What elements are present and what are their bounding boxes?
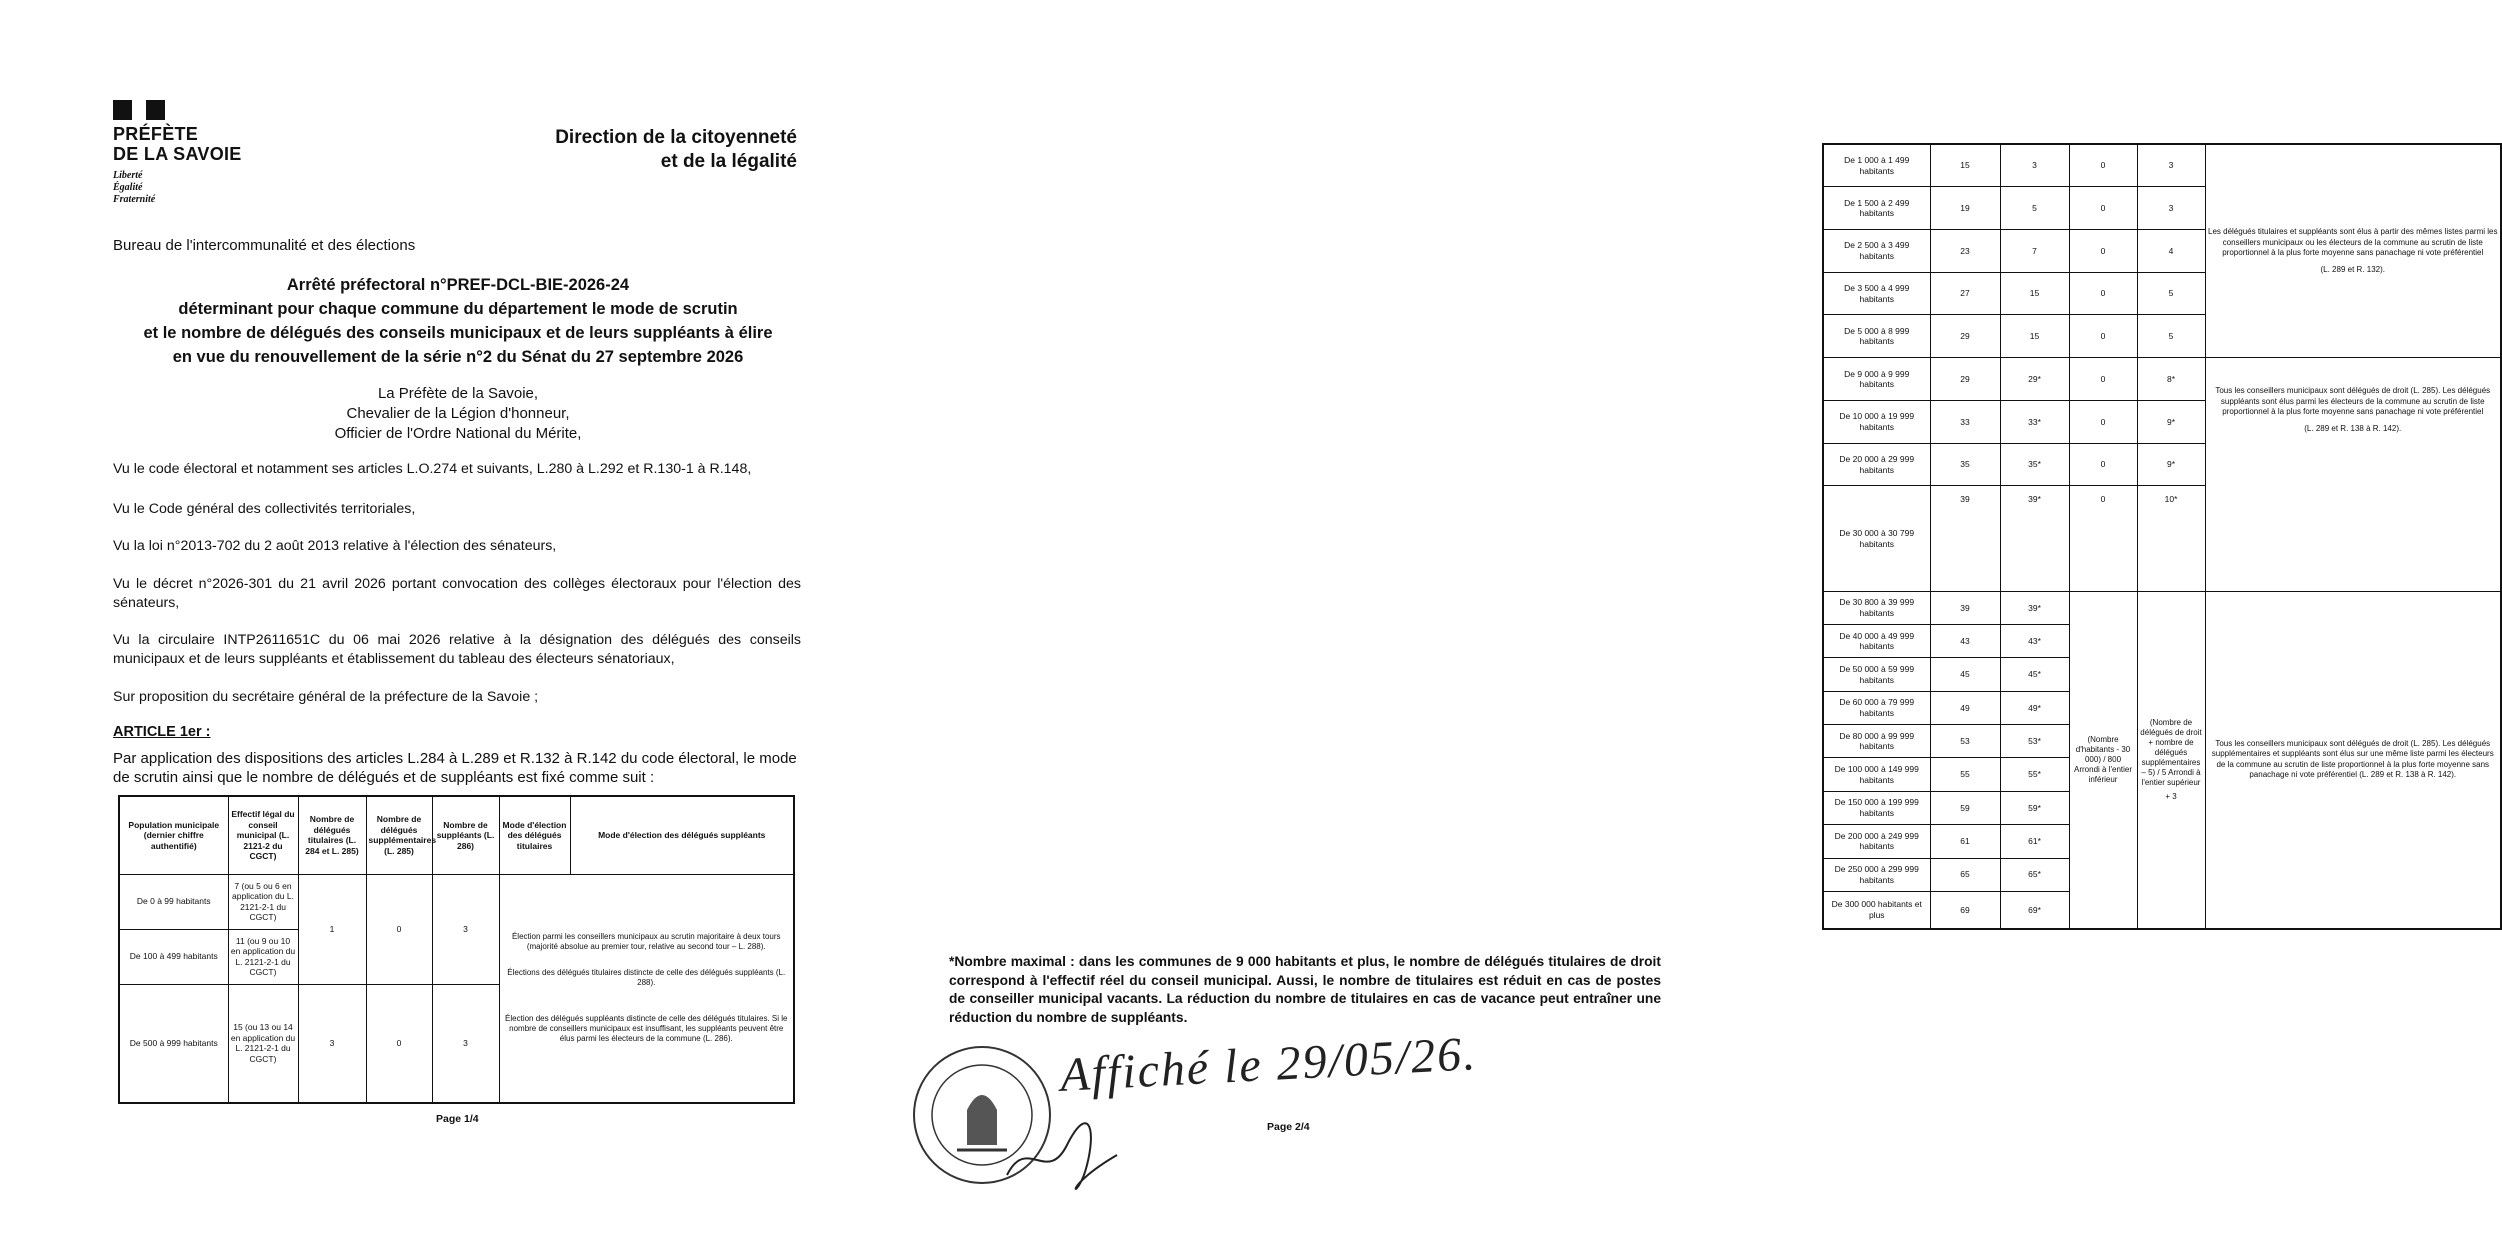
group-2-note: Tous les conseillers municipaux sont délégués de droit (L. 285). Les délégués suppléants sont élus parmi les électeurs de la commune au scrutin de liste proportionnel à la plus forte moyenne sans panachage ni vote préférentiel [2215,386,2491,417]
cell-mode-group-3: Tous les conseillers municipaux sont délégués de droit (L. 285). Les délégués supplémentaires et suppléants sont élus sur une même liste parmi les électeurs de la commune au scrutin de liste proportionnel à la plus forte moyenne sans panachage ni vote préférentiel (L. 289 et R. 138 à R. 142). [2205,591,2501,929]
cell-titulaires: 15 [2000,315,2069,358]
cell-titulaires: 39* [2000,591,2069,624]
article-1-intro: Par application des dispositions des articles L.284 à L.289 et R.132 à R.142 du code électoral, le mode de scrutin ainsi que le nombre de délégués et de suppléants est fixé comme suit : [113,750,797,786]
cell-effectif: 53 [1930,725,2000,758]
cell-pop: De 150 000 à 199 999 habitants [1823,791,1930,824]
cell-pop: De 20 000 à 29 999 habitants [1823,443,1930,486]
cell-suppleants: 3 [432,984,499,1103]
cell-pop: De 1 000 à 1 499 habitants [1823,144,1930,187]
cell-pop: De 100 à 499 habitants [119,929,228,984]
cell-pop: De 10 000 à 19 999 habitants [1823,400,1930,443]
page-number-1: Page 1/4 [436,1113,479,1125]
suppleants-formula: (Nombre de délégués de droit + nombre de délégués supplémentaires – 5) / 5 Arrondi à l'entier supérieur [2140,717,2202,787]
cell-effectif: 45 [1930,658,2000,691]
page-number-2: Page 2/4 [1267,1121,1310,1133]
cell-titulaires: 5 [2000,187,2069,230]
decree-title [113,273,803,369]
signature-icon [997,1115,1127,1195]
cell-pop: De 100 000 à 149 999 habitants [1823,758,1930,791]
cell-titulaires: 69* [2000,891,2069,929]
cell-supplementaires-formula: (Nombre d'habitants - 30 000) / 800 Arrondi à l'entier inférieur [2069,591,2137,929]
cell-mode-group-2 [2205,358,2501,591]
cell-titulaires: 45* [2000,658,2069,691]
visa-1: Vu le code électoral et notamment ses articles L.O.274 et suivants, L.280 à L.292 et R.130-1 à R.148, [113,461,752,477]
handwritten-posting-note: Affiché le 29/05/26. [1058,1027,1479,1102]
cell-pop: De 9 000 à 9 999 habitants [1823,358,1930,401]
prefecture-line-2: DE LA SAVOIE [113,144,242,164]
cell-titulaires: 29* [2000,358,2069,401]
cell-effectif: 49 [1930,691,2000,724]
cell-suppleants: 5 [2137,272,2205,315]
cell-titulaires: 3 [2000,144,2069,187]
cell-suppleants: 3 [2137,144,2205,187]
cell-mode-group-1 [2205,144,2501,358]
col-mode-titulaires: Mode d'élection des délégués titulaires [499,796,570,874]
cell-suppleants: 3 [432,874,499,984]
footnote: *Nombre maximal : dans les communes de 9 000 habitants et plus, le nombre de délégués titulaires de droit correspond à l'effectif réel du conseil municipal. Aussi, le nombre de titulaires est réduit en cas de postes de conseiller municipal vacants. La réduction du nombre de titulaires en cas de vacance peut entraîner une réduction du nombre de suppléants. [949,954,1661,1025]
cell-effectif: 59 [1930,791,2000,824]
table-row [1823,358,2501,401]
cell-effectif: 15 [1930,144,2000,187]
prefecture-name [113,124,242,164]
cell-supplementaires: 0 [2069,400,2137,443]
mode-text-3: Élection des délégués suppléants distincte de celle des délégués titulaires. Si le nombre de conseillers municipaux est insuffisant, les suppléants peuvent être élus parmi les électeurs de la commune (L. 286). [505,1014,788,1044]
cell-effectif: 35 [1930,443,2000,486]
cell-pop: De 40 000 à 49 999 habitants [1823,625,1930,658]
marianne-logo [113,100,165,120]
cell-effectif: 19 [1930,187,2000,230]
suppleants-formula-min: + 3 [2165,791,2177,801]
cell-effectif: 15 (ou 13 ou 14 en application du L. 2121-2-1 du CGCT) [228,984,298,1103]
cell-effectif: 39 [1930,591,2000,624]
table-row [1823,144,2501,187]
title-line-4: en vue du renouvellement de la série n°2 du Sénat du 27 septembre 2026 [172,348,744,366]
cell-suppleants: 3 [2137,187,2205,230]
cell-effectif: 27 [1930,272,2000,315]
cell-titulaires: 15 [2000,272,2069,315]
cell-pop: De 3 500 à 4 999 habitants [1823,272,1930,315]
cell-effectif: 55 [1930,758,2000,791]
direction-line-1: Direction de la citoyenneté [555,127,797,148]
table-row [1823,591,2501,624]
cell-titulaires: 35* [2000,443,2069,486]
cell-pop: De 1 500 à 2 499 habitants [1823,187,1930,230]
group-1-ref: (L. 289 et R. 132). [2320,264,2385,274]
title-line-2: déterminant pour chaque commune du département le mode de scrutin [178,300,738,318]
cell-effectif: 43 [1930,625,2000,658]
article-1-title: ARTICLE 1er : [113,724,211,740]
cell-effectif: 29 [1930,315,2000,358]
cell-suppleants: 10* [2137,486,2205,591]
group-1-note: Les délégués titulaires et suppléants sont élus à partir des mêmes listes parmi les conseillers municipaux ou les électeurs de la commune au scrutin de liste proportionnel à la plus forte moyenne sans panachage ni vote préférentiel [2208,227,2498,258]
title-line-3: et le nombre de délégués des conseils municipaux et de leurs suppléants à élire [143,324,773,342]
direction-line-2: et de la légalité [660,151,797,172]
cell-titulaires: 65* [2000,858,2069,891]
mode-text-2: Élections des délégués titulaires distincte de celle des délégués suppléants (L. 288). [507,968,786,988]
cell-effectif: 65 [1930,858,2000,891]
page-1 [0,0,877,1240]
cell-pop: De 5 000 à 8 999 habitants [1823,315,1930,358]
cell-supplementaires: 0 [2069,358,2137,401]
cell-pop: De 300 000 habitants et plus [1823,891,1930,929]
cell-supplementaires: 0 [366,874,432,984]
cell-effectif: 33 [1930,400,2000,443]
cell-effectif: 7 (ou 5 ou 6 en application du L. 2121-2-1 du CGCT) [228,874,298,929]
cell-suppleants: 9* [2137,400,2205,443]
cell-suppleants: 4 [2137,229,2205,272]
cell-supplementaires: 0 [2069,486,2137,591]
col-mode-suppleants: Mode d'élection des délégués suppléants [570,796,794,874]
cell-titulaires: 33* [2000,400,2069,443]
cell-titulaires: 61* [2000,825,2069,858]
cell-effectif: 23 [1930,229,2000,272]
cell-pop: De 250 000 à 299 999 habitants [1823,858,1930,891]
signatory-line-2: Chevalier de la Légion d'honneur, [346,405,570,422]
signatory-block [113,384,803,444]
cell-titulaires: 43* [2000,625,2069,658]
cell-suppleants: 5 [2137,315,2205,358]
cell-titulaires: 7 [2000,229,2069,272]
cell-supplementaires: 0 [2069,443,2137,486]
cell-titulaires: 3 [298,984,366,1103]
cell-titulaires: 55* [2000,758,2069,791]
cell-titulaires: 53* [2000,725,2069,758]
col-titulaires: Nombre de délégués titulaires (L. 284 et L. 285) [298,796,366,874]
cell-effectif: 11 (ou 9 ou 10 en application du L. 2121-2-1 du CGCT) [228,929,298,984]
cell-supplementaires: 0 [2069,187,2137,230]
cell-effectif: 69 [1930,891,2000,929]
cell-effectif: 29 [1930,358,2000,401]
visa-5: Vu la circulaire INTP2611651C du 06 mai 2026 relative à la désignation des délégués des conseils municipaux et de leurs suppléants et établissement du tableau des électeurs sénatoriaux, [113,632,801,667]
cell-pop: De 500 à 999 habitants [119,984,228,1103]
cell-titulaires: 1 [298,874,366,984]
motto [113,170,155,206]
visa-3: Vu la loi n°2013-702 du 2 août 2013 relative à l'élection des sénateurs, [113,538,557,554]
col-population: Population municipale (dernier chiffre authentifié) [119,796,228,874]
cell-pop: De 30 000 à 30 799 habitants [1823,486,1930,591]
cell-supplementaires: 0 [366,984,432,1103]
cell-pop: De 30 800 à 39 999 habitants [1823,591,1930,624]
bureau-line: Bureau de l'intercommunalité et des élections [113,237,416,254]
col-suppleants: Nombre de suppléants (L. 286) [432,796,499,874]
motto-2: Égalité [113,182,143,193]
col-effectif: Effectif légal du conseil municipal (L. 2121-2 du CGCT) [228,796,298,874]
cell-pop: De 200 000 à 249 999 habitants [1823,825,1930,858]
cell-supplementaires: 0 [2069,229,2137,272]
signatory-line-3: Officier de l'Ordre National du Mérite, [334,425,582,442]
cell-pop: De 2 500 à 3 499 habitants [1823,229,1930,272]
cell-supplementaires: 0 [2069,144,2137,187]
cell-suppleants-formula [2137,591,2205,929]
cell-pop: De 60 000 à 79 999 habitants [1823,691,1930,724]
table-row [119,874,794,929]
cell-titulaires: 49* [2000,691,2069,724]
direction-name [555,126,797,174]
cell-titulaires: 39* [2000,486,2069,591]
motto-3: Fraternité [113,194,156,205]
proposal-line: Sur proposition du secrétaire général de la préfecture de la Savoie ; [113,689,539,705]
cell-effectif: 61 [1930,825,2000,858]
visa-4: Vu le décret n°2026-301 du 21 avril 2026 portant convocation des collèges électoraux pour l'élection des sénateurs, [113,576,801,611]
delegates-table-small-communes [118,795,795,1104]
cell-pop: De 0 à 99 habitants [119,874,228,929]
cell-suppleants: 8* [2137,358,2205,401]
cell-supplementaires: 0 [2069,315,2137,358]
table-header-row [119,796,794,874]
title-line-1: Arrêté préfectoral n°PREF-DCL-BIE-2026-24 [286,276,630,294]
mode-text-1: Élection parmi les conseillers municipaux au scrutin majoritaire à deux tours (majorité absolue au premier tour, relative au second tour – L. 288). [511,932,781,952]
cell-pop: De 80 000 à 99 999 habitants [1823,725,1930,758]
delegates-table-large-communes [1822,143,2502,930]
cell-suppleants: 9* [2137,443,2205,486]
motto-1: Liberté [113,170,143,181]
cell-titulaires: 59* [2000,791,2069,824]
col-supplementaires: Nombre de délégués supplémentaires (L. 285) [366,796,432,874]
cell-supplementaires: 0 [2069,272,2137,315]
page-2 [877,0,2498,1240]
prefecture-line-1: PRÉFÈTE [113,124,199,144]
cell-pop: De 50 000 à 59 999 habitants [1823,658,1930,691]
visa-2: Vu le Code général des collectivités territoriales, [113,501,416,517]
cell-effectif: 39 [1930,486,2000,591]
cell-mode-election [499,874,794,1103]
signatory-line-1: La Préfète de la Savoie, [377,385,539,402]
group-2-ref: (L. 289 et R. 138 à R. 142). [2304,423,2402,433]
